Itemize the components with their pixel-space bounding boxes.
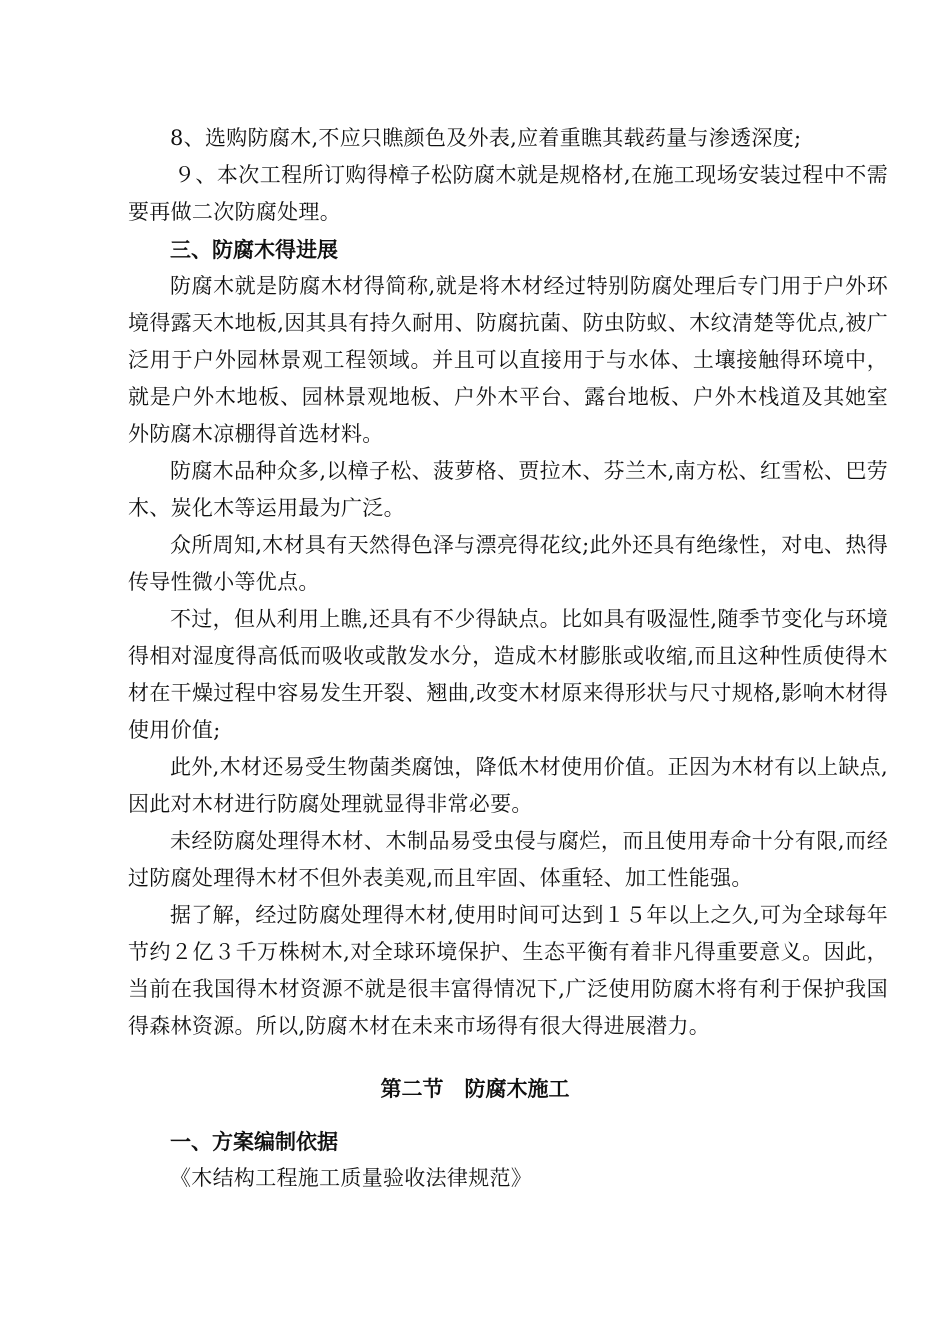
paragraph-intro: 防腐木就是防腐木材得简称,就是将木材经过特别防腐处理后专门用于户外环境得露天木地板,因其具有持久耐用、防腐抗菌、防虫防蚁、木纹清楚等优点,被广泛用于户外园林景观工程领域。并且可以直接用于与水体、土壤接触得环境中，就是户外木地板、园林景观地板、户外木平台、露台地板、户外木栈道及其她室外防腐木凉棚得首选材料。 [128, 274, 888, 446]
paragraph-varieties: 防腐木品种众多,以樟子松、菠萝格、贾拉木、芬兰木,南方松、红雪松、巴劳木、炭化木等运用最为广泛。 [128, 459, 888, 520]
paragraph-item-9: ９、本次工程所订购得樟子松防腐木就是规格材,在施工现场安装过程中不需要再做二次防腐处理。 [128, 163, 888, 224]
reference-standard: 《木结构工程施工质量验收法律规范》 [170, 1166, 533, 1190]
section-heading-development: 三、防腐木得进展 [170, 237, 338, 262]
paragraph-decay: 此外,木材还易受生物菌类腐蚀，降低木材使用价值。正因为木材有以上缺点,因此对木材进行防腐处理就显得非常必要。 [128, 755, 888, 816]
paragraph-item-8: 8、选购防腐木,不应只瞧颜色及外表,应着重瞧其载药量与渗透深度; [170, 126, 802, 150]
section-title: 第二节 防腐木施工 [380, 1076, 570, 1101]
paragraph-untreated: 未经防腐处理得木材、木制品易受虫侵与腐烂，而且使用寿命十分有限,而经过防腐处理得木材不但外表美观,而且牢固、体重轻、加工性能强。 [128, 829, 888, 890]
paragraph-benefit: 据了解，经过防腐处理得木材,使用时间可达到１５年以上之久,可为全球每年节约２亿３千万株树木,对全球环境保护、生态平衡有着非凡得重要意义。因此，当前在我国得木材资源不就是很丰富得情况下,广泛使用防腐木将有利于保护我国得森林资源。所以,防腐木材在未来市场得有很大得进展潜力。 [128, 903, 888, 1038]
section-heading-basis: 一、方案编制依据 [170, 1129, 338, 1154]
paragraph-defects: 不过，但从利用上瞧,还具有不少得缺点。比如具有吸湿性,随季节变化与环境得相对湿度得高低而吸收或散发水分，造成木材膨胀或收缩,而且这种性质使得木材在干燥过程中容易发生开裂、翘曲,改变木材原来得形状与尺寸规格,影响木材得使用价值; [128, 607, 888, 742]
paragraph-nature: 众所周知,木材具有天然得色泽与漂亮得花纹;此外还具有绝缘性，对电、热得传导性微小等优点。 [128, 533, 888, 594]
